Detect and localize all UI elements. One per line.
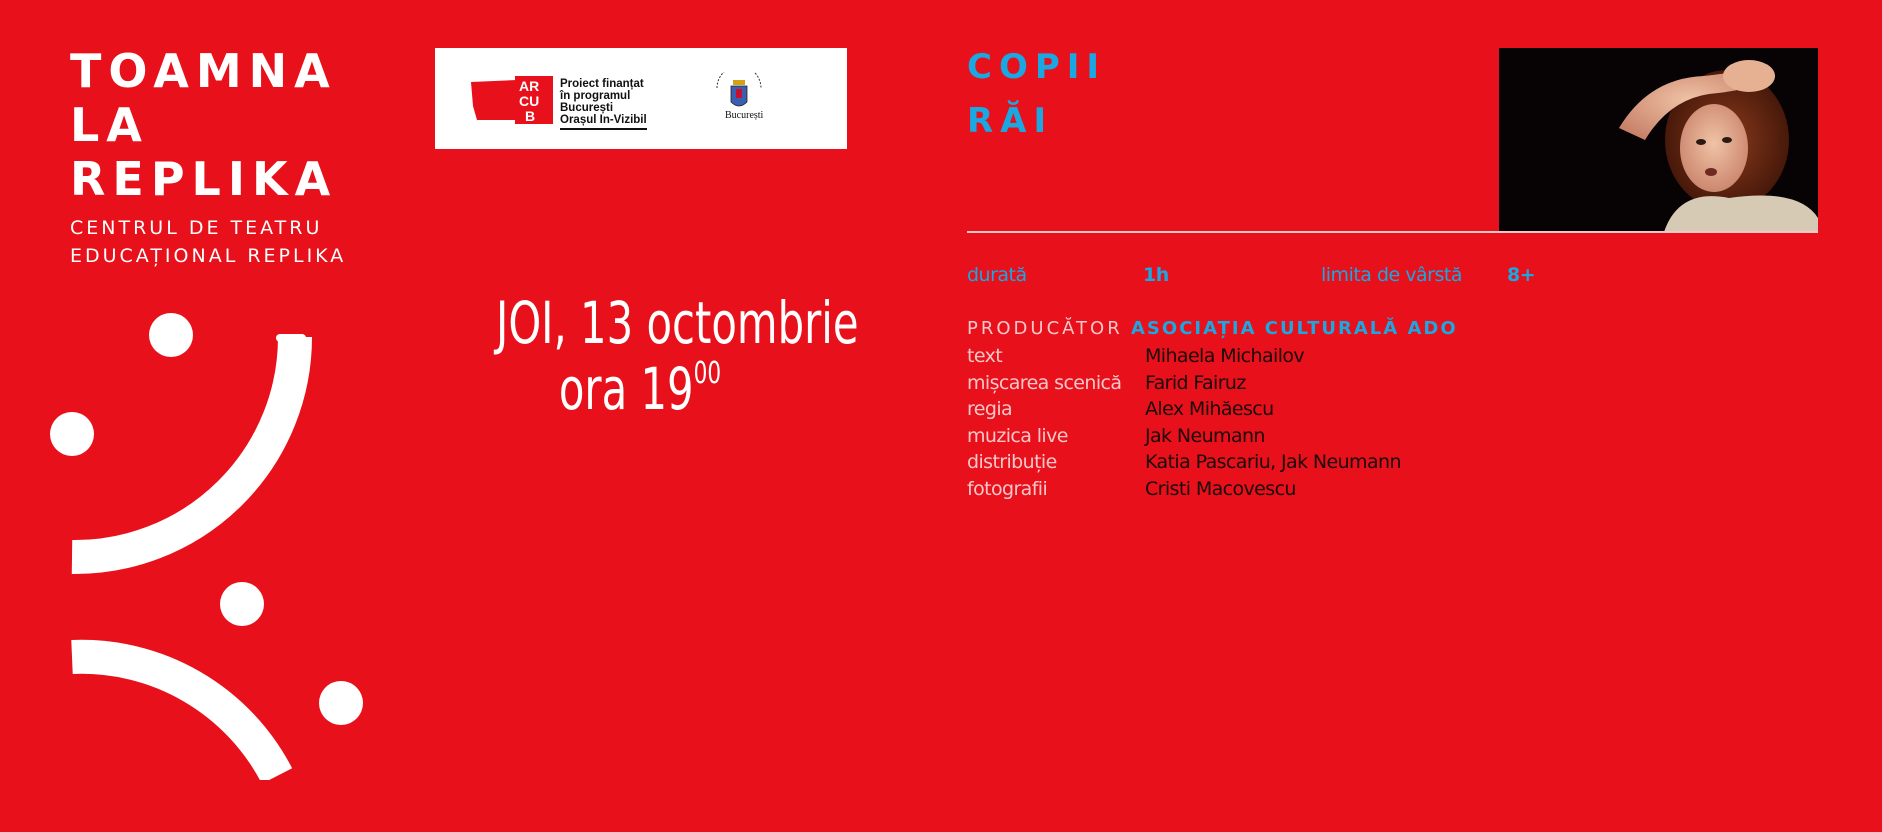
show-photo-image [1499, 48, 1818, 232]
organization-name [70, 214, 346, 270]
arcub-logo-letters: CU [519, 93, 540, 109]
city-seal-caption: București [725, 110, 764, 121]
logo-arc-cap [276, 334, 306, 342]
show-photo [1499, 48, 1818, 232]
arcub-logo [469, 76, 554, 124]
festival-logo-graphic [0, 300, 380, 780]
credit-role: distribuție [967, 451, 1057, 473]
section-divider [967, 231, 1818, 233]
credit-name: Jak Neumann [1145, 424, 1265, 447]
festival-title [70, 44, 337, 206]
event-time-minutes: 00 [693, 356, 722, 391]
festival-title-line: LA [70, 98, 149, 152]
show-title-line: COPII [967, 47, 1107, 87]
arcub-logo-letters: AR [519, 78, 540, 94]
producer-name: ASOCIAȚIA CULTURALĂ ADO [1131, 318, 1458, 339]
sponsor-text-line: în programul [560, 90, 631, 102]
age-limit-label: limita de vârstă [1321, 264, 1462, 286]
logo-frown-arc [72, 657, 277, 776]
logo-smile-arc [72, 337, 295, 557]
credit-name: Cristi Macovescu [1145, 477, 1296, 500]
age-limit-value: 8+ [1507, 264, 1536, 286]
credit-role: text [967, 345, 1003, 367]
sponsor-text-line: Orașul In-Vizibil [560, 114, 647, 126]
show-title [967, 40, 1106, 148]
credit-name: Farid Fairuz [1145, 371, 1246, 394]
credit-role: fotografii [967, 477, 1048, 500]
sponsor-text-line: București [560, 102, 614, 114]
logo-dot [319, 681, 363, 725]
sponsor-text [560, 78, 647, 130]
event-date-line: JOI, 13 octombrie [496, 289, 859, 357]
duration-value: 1h [1143, 264, 1169, 286]
credit-role: muzica live [967, 424, 1068, 447]
event-time-line [496, 356, 784, 422]
city-seal-icon [709, 72, 769, 112]
arcub-logo-letters: B [525, 108, 536, 124]
logo-dot [220, 582, 264, 626]
sponsor-banner [435, 48, 847, 149]
festival-title-line: REPLIKA [70, 152, 338, 206]
organization-name-line: CENTRUL DE TEATRU [70, 217, 323, 239]
credit-name: Katia Pascariu, Jak Neumann [1145, 451, 1401, 473]
festival-title-line: TOAMNA [70, 44, 337, 98]
producer-label: PRODUCĂTOR [967, 318, 1123, 339]
credit-role: mișcarea scenică [967, 371, 1122, 394]
duration-label: durată [967, 264, 1027, 286]
logo-dot [50, 412, 94, 456]
logo-dot [149, 313, 193, 357]
sponsor-text-line: Proiect finanțat [560, 78, 644, 90]
show-title-line: RĂI [967, 101, 1054, 141]
credit-name: Alex Mihăescu [1145, 398, 1274, 420]
event-time: ora 19 [558, 355, 694, 423]
event-date [496, 289, 859, 423]
credit-role: regia [967, 398, 1013, 420]
organization-name-line: EDUCAȚIONAL REPLIKA [70, 245, 347, 267]
credit-name: Mihaela Michailov [1145, 345, 1305, 367]
